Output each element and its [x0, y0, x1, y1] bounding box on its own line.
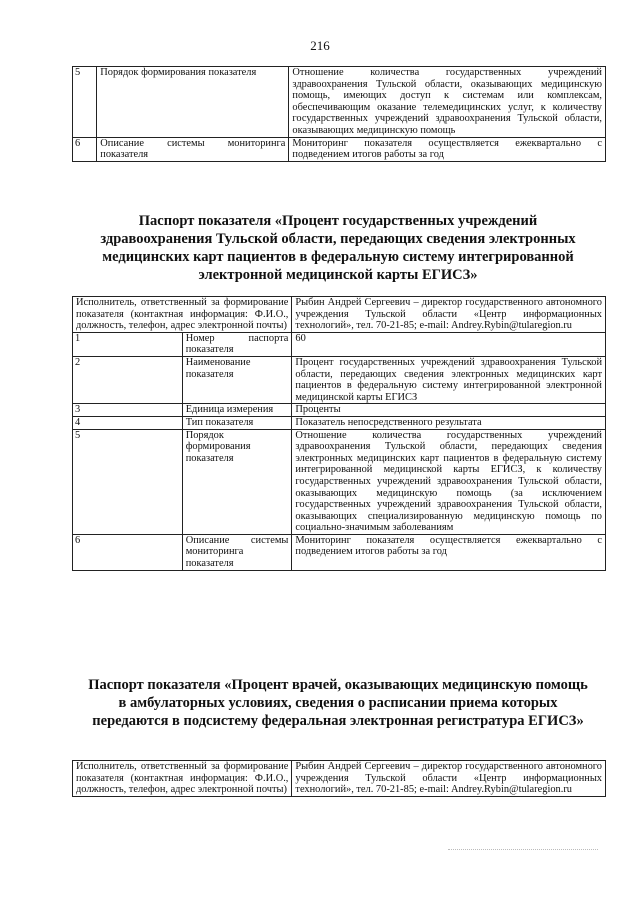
executor-value: Рыбин Андрей Сергеевич – директор государственного автономного учреждения Тульской области «Центр информационных технологий», тел. 70-21-85; e-mail: Andrey.Rybin@tularegion.ru — [292, 761, 606, 797]
table-row — [73, 332, 606, 356]
row-number: 2 — [73, 356, 183, 403]
table-row — [73, 534, 606, 570]
row-value: Отношение количества государственных учреждений здравоохранения Тульской области, передающих сведения электронных медицинских карт пациентов в федеральную систему интегрированной медицинской карты ЕГИСЗ, к количеству государственных учреждений здравоохранения Тульской области, оказывающих медицинскую помощь (за исключением государственных учреждений здравоохранения Тульской области, оказывающих специализированную медицинскую помощь по социально-значимым заболеваниям — [292, 429, 606, 534]
table-row — [73, 297, 606, 333]
row-number: 5 — [73, 429, 183, 534]
executor-value: Рыбин Андрей Сергеевич – директор государственного автономного учреждения Тульской области «Центр информационных технологий», тел. 70-21-85; e-mail: Andrey.Rybin@tularegion.ru — [292, 297, 606, 333]
row-label: Порядок формирования показателя — [182, 429, 292, 534]
table-row — [73, 429, 606, 534]
table-row — [73, 761, 606, 797]
table-row — [73, 356, 606, 403]
row-number: 1 — [73, 332, 183, 356]
row-label: Описание системы мониторинга показателя — [182, 534, 292, 570]
row-value: Показатель непосредственного результата — [292, 416, 606, 429]
row-value: Отношение количества государственных учреждений здравоохранения Тульской области, оказывающих медицинскую помощь, имеющих доступ к системам или комплексам, обеспечивающим оказание телемедицинских услуг, к количеству государственных учреждений здравоохранения Тульской области, оказывающих медицинскую помощь — [289, 67, 606, 138]
scan-artifact — [448, 849, 598, 853]
table-row — [73, 416, 606, 429]
row-label: Порядок формирования показателя — [97, 67, 289, 138]
row-value: Проценты — [292, 404, 606, 417]
row-value: 60 — [292, 332, 606, 356]
row-value: Процент государственных учреждений здравоохранения Тульской области, передающих сведения электронных медицинских карт пациентов в федеральную систему интегрированной электронной медицинской карты ЕГИСЗ — [292, 356, 606, 403]
executor-label: Исполнитель, ответственный за формирование показателя (контактная информация: Ф.И.О., должность, телефон, адрес электронной почты) — [73, 297, 292, 333]
row-label: Единица измерения — [182, 404, 292, 417]
row-label: Наименование показателя — [182, 356, 292, 403]
passport-heading-doctors: Паспорт показателя «Процент врачей, оказывающих медицинскую помощь в амбулаторных условиях, сведения о расписании приема которых передаются в подсистему федеральная электронная регистратура ЕГИСЗ» — [88, 677, 588, 729]
table-row — [73, 67, 606, 138]
table-row — [73, 137, 606, 161]
executor-label: Исполнитель, ответственный за формирование показателя (контактная информация: Ф.И.О., должность, телефон, адрес электронной почты) — [73, 761, 292, 797]
passport-table-doctors — [72, 760, 606, 797]
row-number: 6 — [73, 137, 97, 161]
page-number: 216 — [310, 38, 330, 53]
passport-table-continued — [72, 66, 606, 162]
row-number: 6 — [73, 534, 183, 570]
row-label: Номер паспорта показателя — [182, 332, 292, 356]
row-number: 5 — [73, 67, 97, 138]
row-value: Мониторинг показателя осуществляется ежеквартально с подведением итогов работы за год — [289, 137, 606, 161]
row-number: 4 — [73, 416, 183, 429]
table-row — [73, 404, 606, 417]
row-number: 3 — [73, 404, 183, 417]
passport-heading-60: Паспорт показателя «Процент государственных учреждений здравоохранения Тульской области, передающих сведения электронных медицинских карт пациентов в федеральную систему интегрированной электронной медицинской карты ЕГИСЗ» — [100, 213, 576, 283]
row-label: Описание системы мониторинга показателя — [97, 137, 289, 161]
passport-table-60 — [72, 296, 606, 571]
row-label: Тип показателя — [182, 416, 292, 429]
row-value: Мониторинг показателя осуществляется ежеквартально с подведением итогов работы за год — [292, 534, 606, 570]
